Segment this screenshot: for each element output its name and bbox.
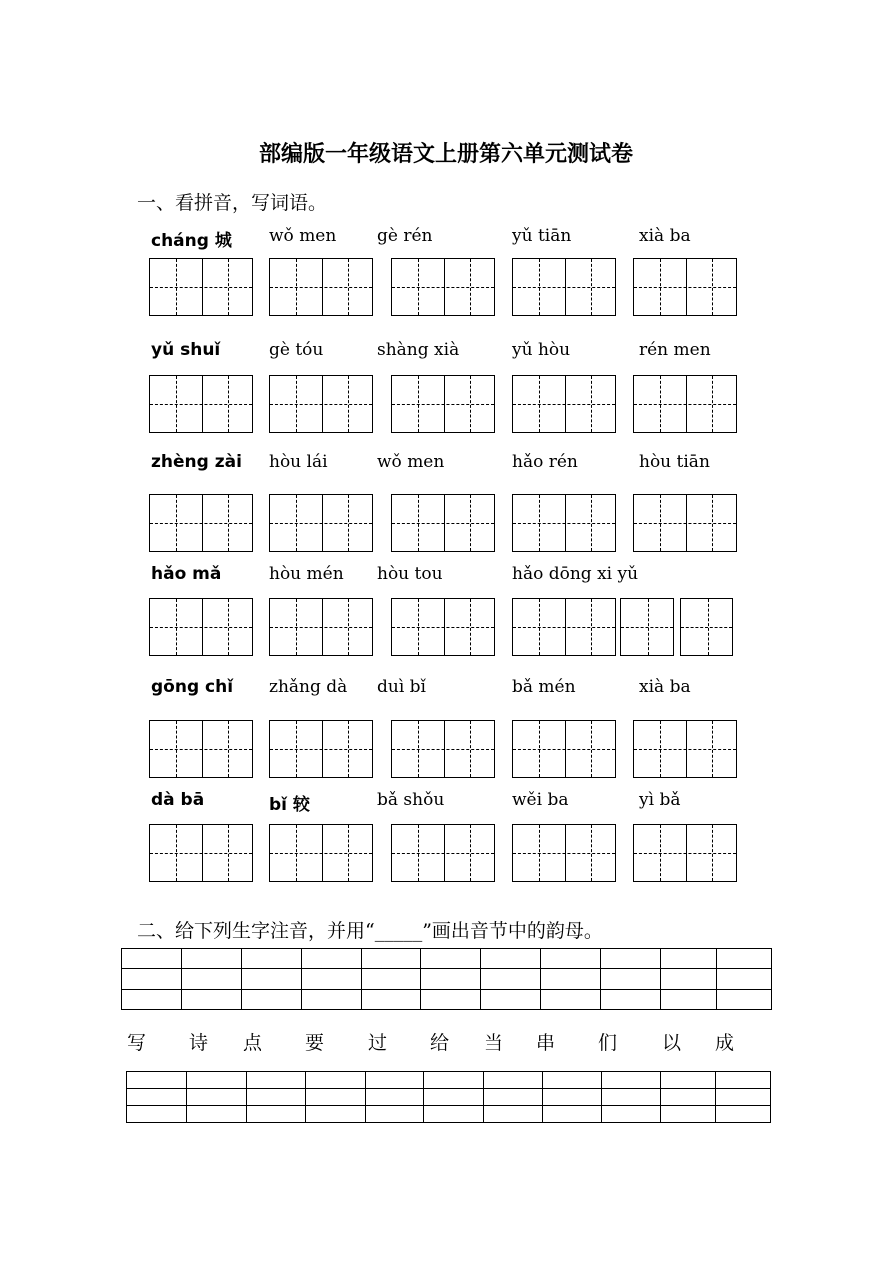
answer-cell[interactable] xyxy=(241,969,301,989)
pinyin-label: hǎo rén xyxy=(512,452,578,472)
answer-cell[interactable] xyxy=(424,1106,484,1123)
pinyin-label: gè tóu xyxy=(269,340,324,360)
writing-box[interactable] xyxy=(391,258,495,316)
answer-cell[interactable] xyxy=(660,1089,715,1106)
writing-box[interactable] xyxy=(269,598,373,656)
answer-cell[interactable] xyxy=(122,989,182,1009)
answer-cell[interactable] xyxy=(424,1089,484,1106)
answer-cell[interactable] xyxy=(660,1106,715,1123)
pinyin-answer-grid-bottom xyxy=(126,1071,771,1123)
answer-cell[interactable] xyxy=(601,969,661,989)
answer-cell[interactable] xyxy=(660,1072,715,1089)
chinese-character: 成 xyxy=(715,1032,735,1054)
pinyin-label: hǎo mǎ xyxy=(151,564,222,584)
answer-cell[interactable] xyxy=(715,1106,770,1123)
writing-box[interactable] xyxy=(512,598,616,656)
answer-cell[interactable] xyxy=(602,1106,661,1123)
answer-cell[interactable] xyxy=(122,969,182,989)
answer-cell[interactable] xyxy=(421,949,481,969)
pinyin-label: duì bǐ xyxy=(377,677,426,697)
pinyin-label: hòu mén xyxy=(269,564,344,584)
writing-box[interactable] xyxy=(269,494,373,552)
pinyin-label: xià ba xyxy=(639,226,691,246)
answer-cell[interactable] xyxy=(481,949,541,969)
answer-cell[interactable] xyxy=(661,949,717,969)
writing-box[interactable] xyxy=(149,375,253,433)
grid-row xyxy=(122,989,772,1009)
answer-cell[interactable] xyxy=(127,1106,187,1123)
writing-box[interactable] xyxy=(149,824,253,882)
answer-cell[interactable] xyxy=(715,1089,770,1106)
pinyin-label: gōng chǐ xyxy=(151,677,234,697)
writing-box[interactable] xyxy=(269,375,373,433)
answer-cell[interactable] xyxy=(365,1089,424,1106)
answer-cell[interactable] xyxy=(716,969,771,989)
writing-box[interactable] xyxy=(149,598,253,656)
writing-box[interactable] xyxy=(391,598,495,656)
pinyin-label: wǒ men xyxy=(377,452,445,472)
answer-cell[interactable] xyxy=(305,1089,365,1106)
pinyin-label: bǎ shǒu xyxy=(377,790,445,810)
pinyin-label: gè rén xyxy=(377,226,433,246)
answer-cell[interactable] xyxy=(715,1072,770,1089)
answer-cell[interactable] xyxy=(365,1106,424,1123)
pinyin-label: bǎ mén xyxy=(512,677,576,697)
pinyin-label: rén men xyxy=(639,340,711,360)
pinyin-label: wǒ men xyxy=(269,226,337,246)
section-1-heading: 一、看拼音，写词语。 xyxy=(137,192,328,214)
page-title: 部编版一年级语文上册第六单元测试卷 xyxy=(258,142,633,167)
writing-box[interactable] xyxy=(633,375,737,433)
writing-box[interactable] xyxy=(149,720,253,778)
answer-cell[interactable] xyxy=(181,969,241,989)
grid-row xyxy=(122,949,772,969)
chinese-character: 诗 xyxy=(189,1032,209,1054)
grid-row xyxy=(127,1072,771,1089)
writing-box[interactable] xyxy=(512,258,616,316)
writing-box[interactable] xyxy=(149,258,253,316)
pinyin-label: zhǎng dà xyxy=(269,677,348,697)
answer-cell[interactable] xyxy=(484,1106,543,1123)
answer-cell[interactable] xyxy=(424,1072,484,1089)
writing-box[interactable] xyxy=(633,494,737,552)
writing-box[interactable] xyxy=(391,824,495,882)
chinese-character: 给 xyxy=(430,1032,450,1054)
answer-cell[interactable] xyxy=(301,969,361,989)
writing-box[interactable] xyxy=(512,494,616,552)
pinyin-label: shàng xià xyxy=(377,340,460,360)
answer-cell[interactable] xyxy=(186,1072,246,1089)
pinyin-label: xià ba xyxy=(639,677,691,697)
answer-cell[interactable] xyxy=(541,989,601,1009)
answer-cell[interactable] xyxy=(361,969,421,989)
pinyin-label: yǔ tiān xyxy=(512,226,572,246)
answer-cell[interactable] xyxy=(246,1072,305,1089)
answer-cell[interactable] xyxy=(361,949,421,969)
writing-box[interactable] xyxy=(680,598,733,656)
writing-box[interactable] xyxy=(633,824,737,882)
answer-cell[interactable] xyxy=(601,949,661,969)
writing-box[interactable] xyxy=(620,598,674,656)
answer-cell[interactable] xyxy=(543,1106,602,1123)
answer-cell[interactable] xyxy=(543,1089,602,1106)
writing-box[interactable] xyxy=(269,824,373,882)
answer-cell[interactable] xyxy=(186,1089,246,1106)
answer-cell[interactable] xyxy=(484,1072,543,1089)
grid-row xyxy=(122,969,772,989)
answer-cell[interactable] xyxy=(305,1072,365,1089)
section-2-heading: 二、给下列生字注音，并用“_____”画出音节中的韵母。 xyxy=(137,920,603,942)
pinyin-label: hòu tou xyxy=(377,564,443,584)
writing-box[interactable] xyxy=(512,375,616,433)
pinyin-label: yǔ shuǐ xyxy=(151,340,221,360)
writing-box[interactable] xyxy=(391,720,495,778)
pinyin-label: yì bǎ xyxy=(639,790,681,810)
answer-cell[interactable] xyxy=(601,989,661,1009)
answer-cell[interactable] xyxy=(305,1106,365,1123)
answer-cell[interactable] xyxy=(361,989,421,1009)
pinyin-label: cháng 城 xyxy=(151,231,232,251)
answer-cell[interactable] xyxy=(127,1072,187,1089)
chinese-character: 串 xyxy=(536,1032,556,1054)
chinese-character: 要 xyxy=(305,1032,325,1054)
answer-cell[interactable] xyxy=(241,949,301,969)
answer-cell[interactable] xyxy=(661,969,717,989)
answer-cell[interactable] xyxy=(716,989,771,1009)
grid-row xyxy=(127,1106,771,1123)
answer-cell[interactable] xyxy=(421,969,481,989)
answer-cell[interactable] xyxy=(301,949,361,969)
answer-cell[interactable] xyxy=(181,949,241,969)
answer-cell[interactable] xyxy=(365,1072,424,1089)
writing-box[interactable] xyxy=(269,258,373,316)
pinyin-label: wěi ba xyxy=(512,790,569,810)
answer-cell[interactable] xyxy=(716,949,771,969)
answer-cell[interactable] xyxy=(602,1072,661,1089)
answer-cell[interactable] xyxy=(481,969,541,989)
pinyin-label: dà bā xyxy=(151,790,205,810)
answer-cell[interactable] xyxy=(421,989,481,1009)
pinyin-label: hòu lái xyxy=(269,452,328,472)
answer-cell[interactable] xyxy=(127,1089,187,1106)
writing-box[interactable] xyxy=(391,375,495,433)
chinese-character: 当 xyxy=(484,1032,504,1054)
characters-row xyxy=(0,1028,892,1052)
answer-cell[interactable] xyxy=(481,989,541,1009)
answer-cell[interactable] xyxy=(541,969,601,989)
answer-cell[interactable] xyxy=(602,1089,661,1106)
pinyin-label: bǐ 较 xyxy=(269,795,310,815)
answer-cell[interactable] xyxy=(484,1089,543,1106)
chinese-character: 以 xyxy=(662,1032,682,1054)
answer-cell[interactable] xyxy=(241,989,301,1009)
chinese-character: 过 xyxy=(368,1032,388,1054)
answer-cell[interactable] xyxy=(246,1106,305,1123)
pinyin-label: hòu tiān xyxy=(639,452,710,472)
writing-box[interactable] xyxy=(269,720,373,778)
writing-box[interactable] xyxy=(149,494,253,552)
writing-box[interactable] xyxy=(512,720,616,778)
chinese-character: 们 xyxy=(598,1032,618,1054)
writing-box[interactable] xyxy=(391,494,495,552)
pinyin-label: zhèng zài xyxy=(151,452,242,472)
pinyin-answer-grid-top xyxy=(121,948,772,1010)
writing-box[interactable] xyxy=(633,720,737,778)
writing-box[interactable] xyxy=(512,824,616,882)
writing-box[interactable] xyxy=(633,258,737,316)
pinyin-label: hǎo dōng xi yǔ xyxy=(512,564,639,584)
answer-cell[interactable] xyxy=(186,1106,246,1123)
answer-cell[interactable] xyxy=(661,989,717,1009)
pinyin-label: yǔ hòu xyxy=(512,340,571,360)
answer-cell[interactable] xyxy=(541,949,601,969)
grid-row xyxy=(127,1089,771,1106)
answer-cell[interactable] xyxy=(181,989,241,1009)
chinese-character: 点 xyxy=(243,1032,263,1054)
answer-cell[interactable] xyxy=(543,1072,602,1089)
answer-cell[interactable] xyxy=(246,1089,305,1106)
answer-cell[interactable] xyxy=(122,949,182,969)
answer-cell[interactable] xyxy=(301,989,361,1009)
chinese-character: 写 xyxy=(127,1032,147,1054)
